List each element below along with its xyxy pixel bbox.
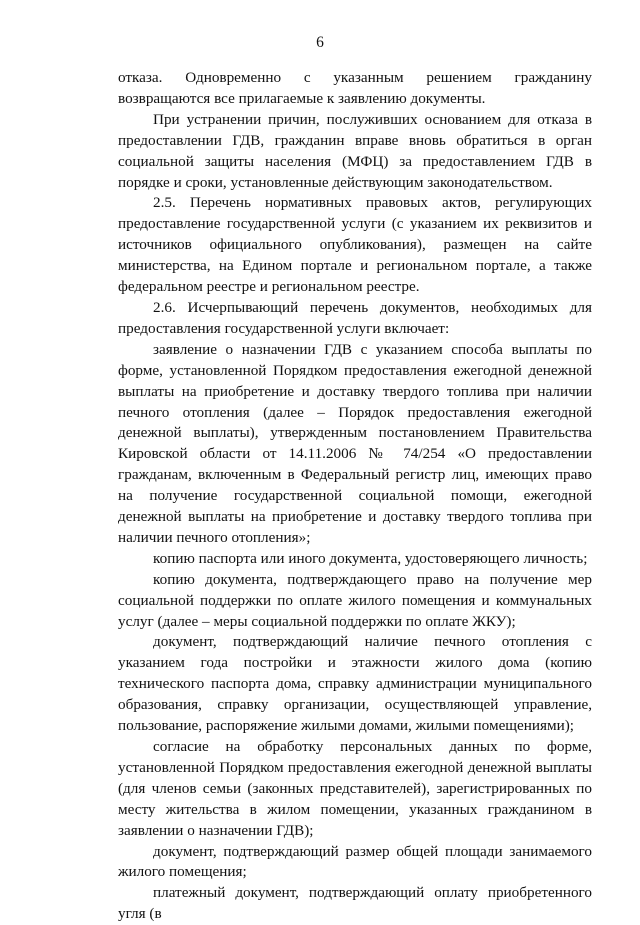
list-item-living-area-document: документ, подтверждающий размер общей площади занимаемого жилого помещения; — [118, 842, 592, 881]
list-item-support-right-document: копию документа, подтверждающего право на получение мер социальной поддержки по оплате жилого помещения и коммунальных услуг (далее – меры социальной поддержки по оплате ЖКУ); — [118, 570, 592, 630]
list-item-application: заявление о назначении ГДВ с указанием способа выплаты по форме, установленной Порядком предоставления ежегодной денежной выплаты на приобретение и доставку твердого топлива при наличии печного отопления (далее – Порядок предоставления ежегодной денежной выплаты), утвержденным постановлением Правительства Кировской области от 14.11.2006 № 74/254 «О предоставлении гражданам, включенным в Федеральный регистр лиц, имеющих право на получение государственной социальной помощи, ежегодной денежной выплаты на приобретение и доставку твердого топлива при наличии печного отопления»; — [118, 340, 592, 546]
paragraph-reapplication: При устранении причин, послуживших основанием для отказа в предоставлении ГДВ, гражданин вправе вновь обратиться в орган социальной защиты населения (МФЦ) за предоставлением ГДВ в порядке и сроки, установленные действующим законодательством. — [118, 110, 592, 191]
list-item-payment-document: платежный документ, подтверждающий оплату приобретенного угля (в — [118, 884, 592, 923]
list-item-passport-copy: копию паспорта или иного документа, удостоверяющего личность; — [153, 549, 588, 567]
paragraph-2-6-document-list: 2.6. Исчерпывающий перечень документов, необходимых для предоставления государственной услуги включает: — [118, 298, 592, 337]
paragraph-2-5-legal-acts: 2.5. Перечень нормативных правовых актов, регулирующих предоставление государственной услуги (с указанием их реквизитов и источников официального опубликования), размещен на сайте министерства, на Едином портале и региональном портале, а также федеральном реестре и региональном реестре. — [118, 194, 592, 296]
list-item-stove-heating-document: документ, подтверждающий наличие печного отопления с указанием года постройки и этажности жилого дома (копию технического паспорта дома, справку администрации муниципального образования, справку организации, осуществляющей управление, пользование, распоряжение жилыми домами, жилыми помещениями); — [118, 633, 592, 735]
page-number: 6 — [316, 34, 324, 51]
list-item-personal-data-consent: согласие на обработку персональных данных по форме, установленной Порядком предоставления ежегодной денежной выплаты (для членов семьи (законных представителей), зарегистрированных по месту жительства в жилом помещении, указанных гражданином в заявлении о назначении ГДВ); — [118, 738, 592, 839]
document-body — [118, 68, 592, 925]
paragraph-refusal-continuation: отказа. Одновременно с указанным решением гражданину возвращаются все прилагаемые к заявлению документы. — [118, 69, 592, 107]
